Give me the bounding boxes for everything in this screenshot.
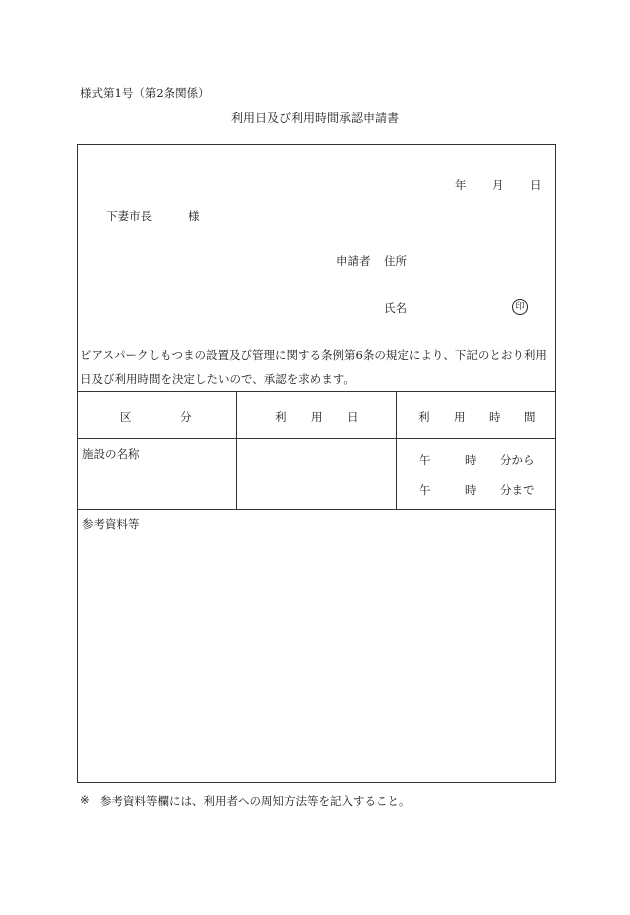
time-to-ampm: 午 bbox=[419, 483, 431, 497]
seal-icon: 印 bbox=[512, 299, 528, 315]
form-number: 様式第1号（第2条関係） bbox=[80, 86, 210, 100]
applicant-label: 申請者 bbox=[336, 254, 371, 268]
time-from-minute: 分から bbox=[500, 453, 535, 467]
addressee: 下妻市長 bbox=[106, 209, 152, 223]
time-to-minute: 分まで bbox=[500, 483, 535, 497]
table-column-divider-2 bbox=[396, 391, 397, 509]
date-day-label: 日 bbox=[530, 178, 542, 192]
header-use-date-char-2: 用 bbox=[311, 410, 323, 424]
header-use-time-char-1: 利 bbox=[418, 410, 430, 424]
document-title: 利用日及び利用時間承認申請書 bbox=[230, 111, 399, 125]
table-column-divider-1 bbox=[236, 391, 237, 509]
facility-name-label: 施設の名称 bbox=[82, 447, 140, 461]
header-category-char-1: 区 bbox=[120, 410, 132, 424]
date-year-label: 年 bbox=[455, 178, 467, 192]
footnote-mark: ※ bbox=[80, 793, 90, 807]
table-header-divider bbox=[77, 438, 556, 439]
form-frame bbox=[77, 144, 556, 783]
header-category-char-2: 分 bbox=[180, 410, 192, 424]
request-body-text: ビアスパークしもつまの設置及び管理に関する条例第6条の規定により、下記のとおり利用日及び利用時間を決定したいので、承認を求めます。 bbox=[80, 348, 547, 386]
header-use-date-char-3: 日 bbox=[347, 410, 359, 424]
address-label: 住所 bbox=[384, 254, 407, 268]
header-use-time-char-4: 間 bbox=[524, 410, 536, 424]
time-to-hour: 時 bbox=[465, 483, 477, 497]
reference-materials-label: 参考資料等 bbox=[82, 517, 140, 531]
header-use-time-char-2: 用 bbox=[454, 410, 466, 424]
table-top-border bbox=[77, 391, 556, 392]
table-reference-divider bbox=[77, 509, 556, 510]
date-month-label: 月 bbox=[492, 178, 504, 192]
time-from-ampm: 午 bbox=[419, 453, 431, 467]
header-use-date-char-1: 利 bbox=[275, 410, 287, 424]
footnote-text: 参考資料等欄には、利用者への周知方法等を記入すること。 bbox=[100, 794, 411, 808]
header-use-time-char-3: 時 bbox=[489, 410, 501, 424]
honorific: 様 bbox=[188, 209, 200, 223]
time-from-hour: 時 bbox=[465, 453, 477, 467]
name-label: 氏名 bbox=[384, 301, 407, 315]
